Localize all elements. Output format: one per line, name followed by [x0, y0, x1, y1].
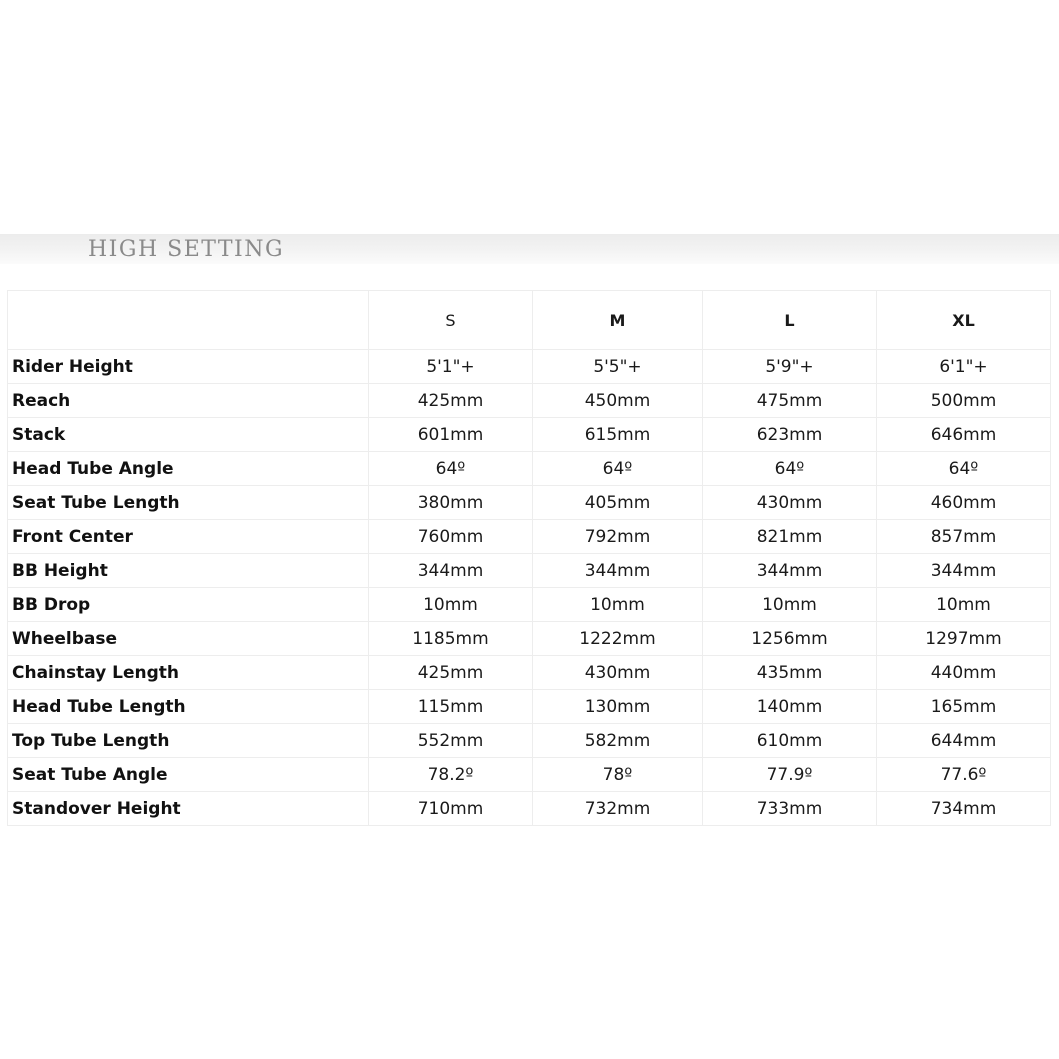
value-cell-xl: 857mm: [877, 520, 1051, 554]
row-label: BB Height: [8, 554, 369, 588]
value-cell-xl: 646mm: [877, 418, 1051, 452]
value-cell-s: 710mm: [369, 792, 533, 826]
value-cell-l: 344mm: [703, 554, 877, 588]
value-cell-xl: 64º: [877, 452, 1051, 486]
table-row: [8, 792, 1051, 826]
value-cell-l: 64º: [703, 452, 877, 486]
value-cell-m: 78º: [533, 758, 703, 792]
header-size-s: S: [369, 291, 533, 350]
value-cell-s: 425mm: [369, 656, 533, 690]
value-cell-xl: 1297mm: [877, 622, 1051, 656]
value-cell-m: 450mm: [533, 384, 703, 418]
row-label: Front Center: [8, 520, 369, 554]
row-label: Head Tube Angle: [8, 452, 369, 486]
value-cell-xl: 6'1"+: [877, 350, 1051, 384]
value-cell-s: 1185mm: [369, 622, 533, 656]
table-row: [8, 690, 1051, 724]
value-cell-xl: 500mm: [877, 384, 1051, 418]
value-cell-m: 64º: [533, 452, 703, 486]
value-cell-l: 623mm: [703, 418, 877, 452]
value-cell-l: 140mm: [703, 690, 877, 724]
value-cell-l: 733mm: [703, 792, 877, 826]
table-row: [8, 384, 1051, 418]
value-cell-m: 430mm: [533, 656, 703, 690]
header-size-l: L: [703, 291, 877, 350]
value-cell-l: 430mm: [703, 486, 877, 520]
value-cell-s: 601mm: [369, 418, 533, 452]
row-label: BB Drop: [8, 588, 369, 622]
value-cell-m: 1222mm: [533, 622, 703, 656]
value-cell-m: 344mm: [533, 554, 703, 588]
value-cell-xl: 165mm: [877, 690, 1051, 724]
value-cell-s: 64º: [369, 452, 533, 486]
value-cell-l: 821mm: [703, 520, 877, 554]
value-cell-s: 425mm: [369, 384, 533, 418]
value-cell-m: 792mm: [533, 520, 703, 554]
value-cell-m: 5'5"+: [533, 350, 703, 384]
value-cell-xl: 344mm: [877, 554, 1051, 588]
table-row: [8, 656, 1051, 690]
value-cell-l: 1256mm: [703, 622, 877, 656]
value-cell-l: 610mm: [703, 724, 877, 758]
row-label: Head Tube Length: [8, 690, 369, 724]
table-row: [8, 350, 1051, 384]
table-row: [8, 758, 1051, 792]
row-label: Seat Tube Angle: [8, 758, 369, 792]
row-label: Stack: [8, 418, 369, 452]
table-row: [8, 418, 1051, 452]
table-row: [8, 588, 1051, 622]
geometry-table: [7, 290, 1051, 826]
value-cell-s: 78.2º: [369, 758, 533, 792]
value-cell-xl: 460mm: [877, 486, 1051, 520]
header-corner-cell: [8, 291, 369, 350]
value-cell-s: 5'1"+: [369, 350, 533, 384]
table-row: [8, 554, 1051, 588]
table-row: [8, 486, 1051, 520]
table-body: [8, 350, 1051, 826]
table-header-row: [8, 291, 1051, 350]
value-cell-xl: 734mm: [877, 792, 1051, 826]
header-size-m: M: [533, 291, 703, 350]
value-cell-l: 77.9º: [703, 758, 877, 792]
value-cell-xl: 10mm: [877, 588, 1051, 622]
header-size-xl: XL: [877, 291, 1051, 350]
value-cell-s: 552mm: [369, 724, 533, 758]
value-cell-m: 10mm: [533, 588, 703, 622]
value-cell-s: 10mm: [369, 588, 533, 622]
value-cell-xl: 644mm: [877, 724, 1051, 758]
row-label: Reach: [8, 384, 369, 418]
row-label: Top Tube Length: [8, 724, 369, 758]
row-label: Standover Height: [8, 792, 369, 826]
row-label: Rider Height: [8, 350, 369, 384]
table-row: [8, 520, 1051, 554]
value-cell-l: 5'9"+: [703, 350, 877, 384]
value-cell-m: 130mm: [533, 690, 703, 724]
value-cell-s: 760mm: [369, 520, 533, 554]
row-label: Chainstay Length: [8, 656, 369, 690]
value-cell-xl: 440mm: [877, 656, 1051, 690]
value-cell-s: 380mm: [369, 486, 533, 520]
value-cell-l: 475mm: [703, 384, 877, 418]
value-cell-xl: 77.6º: [877, 758, 1051, 792]
table-row: [8, 622, 1051, 656]
table-row: [8, 452, 1051, 486]
value-cell-m: 405mm: [533, 486, 703, 520]
row-label: Wheelbase: [8, 622, 369, 656]
value-cell-m: 615mm: [533, 418, 703, 452]
value-cell-m: 732mm: [533, 792, 703, 826]
value-cell-s: 115mm: [369, 690, 533, 724]
value-cell-s: 344mm: [369, 554, 533, 588]
table-row: [8, 724, 1051, 758]
value-cell-l: 10mm: [703, 588, 877, 622]
section-title: HIGH SETTING: [88, 237, 285, 262]
row-label: Seat Tube Length: [8, 486, 369, 520]
value-cell-m: 582mm: [533, 724, 703, 758]
value-cell-l: 435mm: [703, 656, 877, 690]
